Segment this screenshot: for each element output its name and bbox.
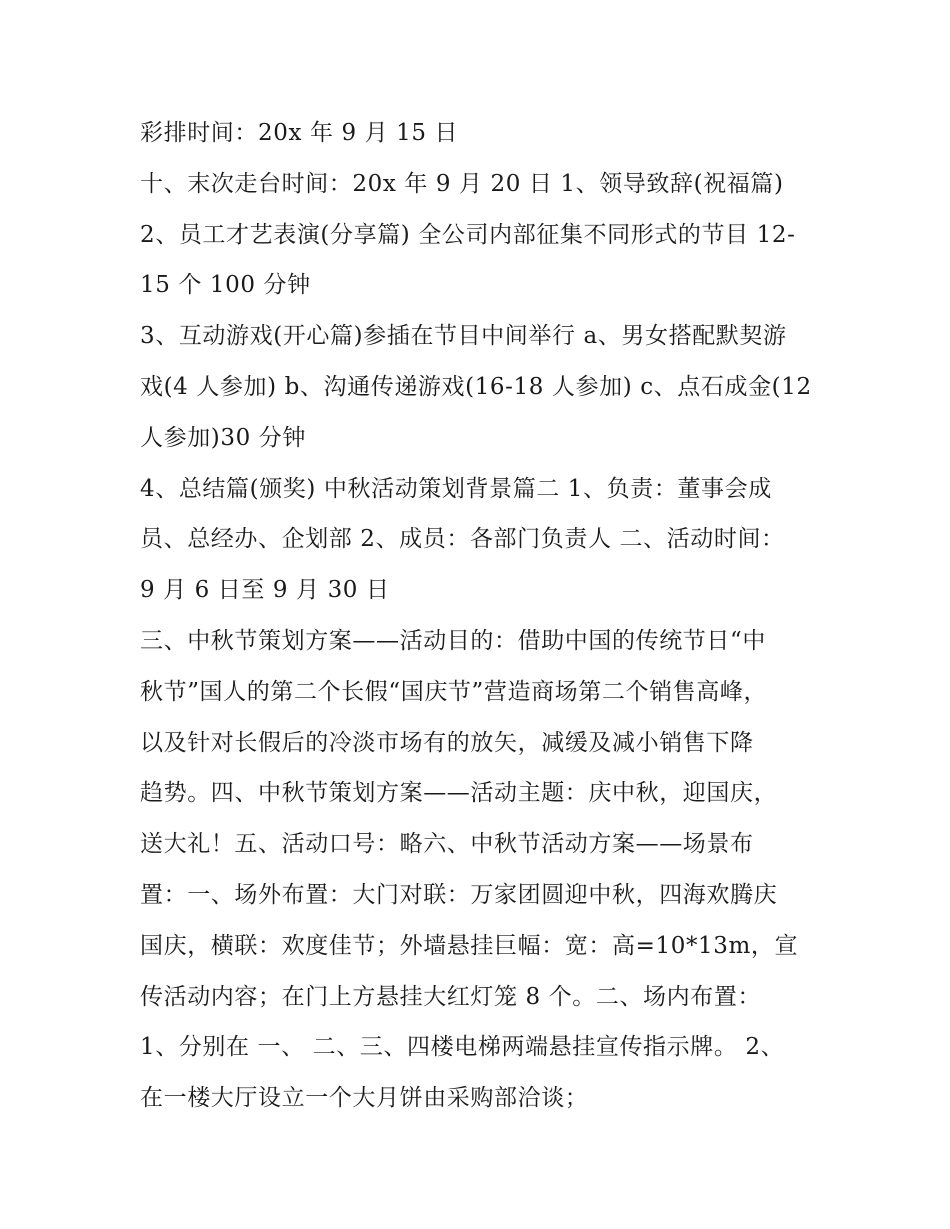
- text-line: 三、中秋节策划方案——活动目的：借助中国的传统节日“中: [140, 627, 766, 654]
- text-line: 送大礼！五、活动口号：略六、中秋节活动方案——场景布: [140, 831, 754, 858]
- text-line: 趋势。四、中秋节策划方案——活动主题：庆中秋，迎国庆，: [140, 780, 778, 807]
- text-line: 彩排时间：20x 年 9 月 15 日: [140, 120, 459, 146]
- text-line: 戏(4 人参加) b、沟通传递游戏(16-18 人参加) c、点石成金(12: [140, 373, 812, 400]
- text-line: 十、末次走台时间：20x 年 9 月 20 日 1、领导致辞(祝福篇): [140, 170, 784, 197]
- text-line: 以及针对长假后的冷淡市场有的放矢，减缓及减小销售下降: [140, 729, 754, 756]
- text-line: 2、员工才艺表演(分享篇) 全公司内部征集不同形式的节目 12-: [140, 221, 796, 248]
- text-line: 秋节”国人的第二个长假“国庆节”营造商场第二个销售高峰，: [140, 678, 768, 705]
- text-line: 1、分别在 一、 二、三、四楼电梯两端悬挂宣传指示牌。 2、: [140, 1034, 785, 1061]
- text-line: 员、总经办、企划部 2、成员：各部门负责人 二、活动时间：: [140, 526, 785, 553]
- text-line: 9 月 6 日至 9 月 30 日: [140, 577, 390, 604]
- text-line: 置：一、场外布置：大门对联：万家团圆迎中秋，四海欢腾庆: [140, 881, 778, 908]
- text-line: 传活动内容；在门上方悬挂大红灯笼 8 个。二、场内布置：: [140, 983, 762, 1010]
- text-line: 4、总结篇(颁奖) 中秋活动策划背景篇二 1、负责：董事会成: [140, 475, 772, 502]
- document-body: [140, 108, 820, 1124]
- text-line: 在一楼大厅设立一个大月饼由采购部洽谈；: [140, 1085, 589, 1112]
- text-line: 15 个 100 分钟: [140, 272, 311, 299]
- text-line: 3、互动游戏(开心篇)参插在节目中间举行 a、男女搭配默契游: [140, 323, 787, 350]
- text-line: 国庆，横联：欢度佳节；外墙悬挂巨幅：宽：高=10*13m，宣: [140, 932, 799, 959]
- text-line: 人参加)30 分钟: [140, 424, 306, 451]
